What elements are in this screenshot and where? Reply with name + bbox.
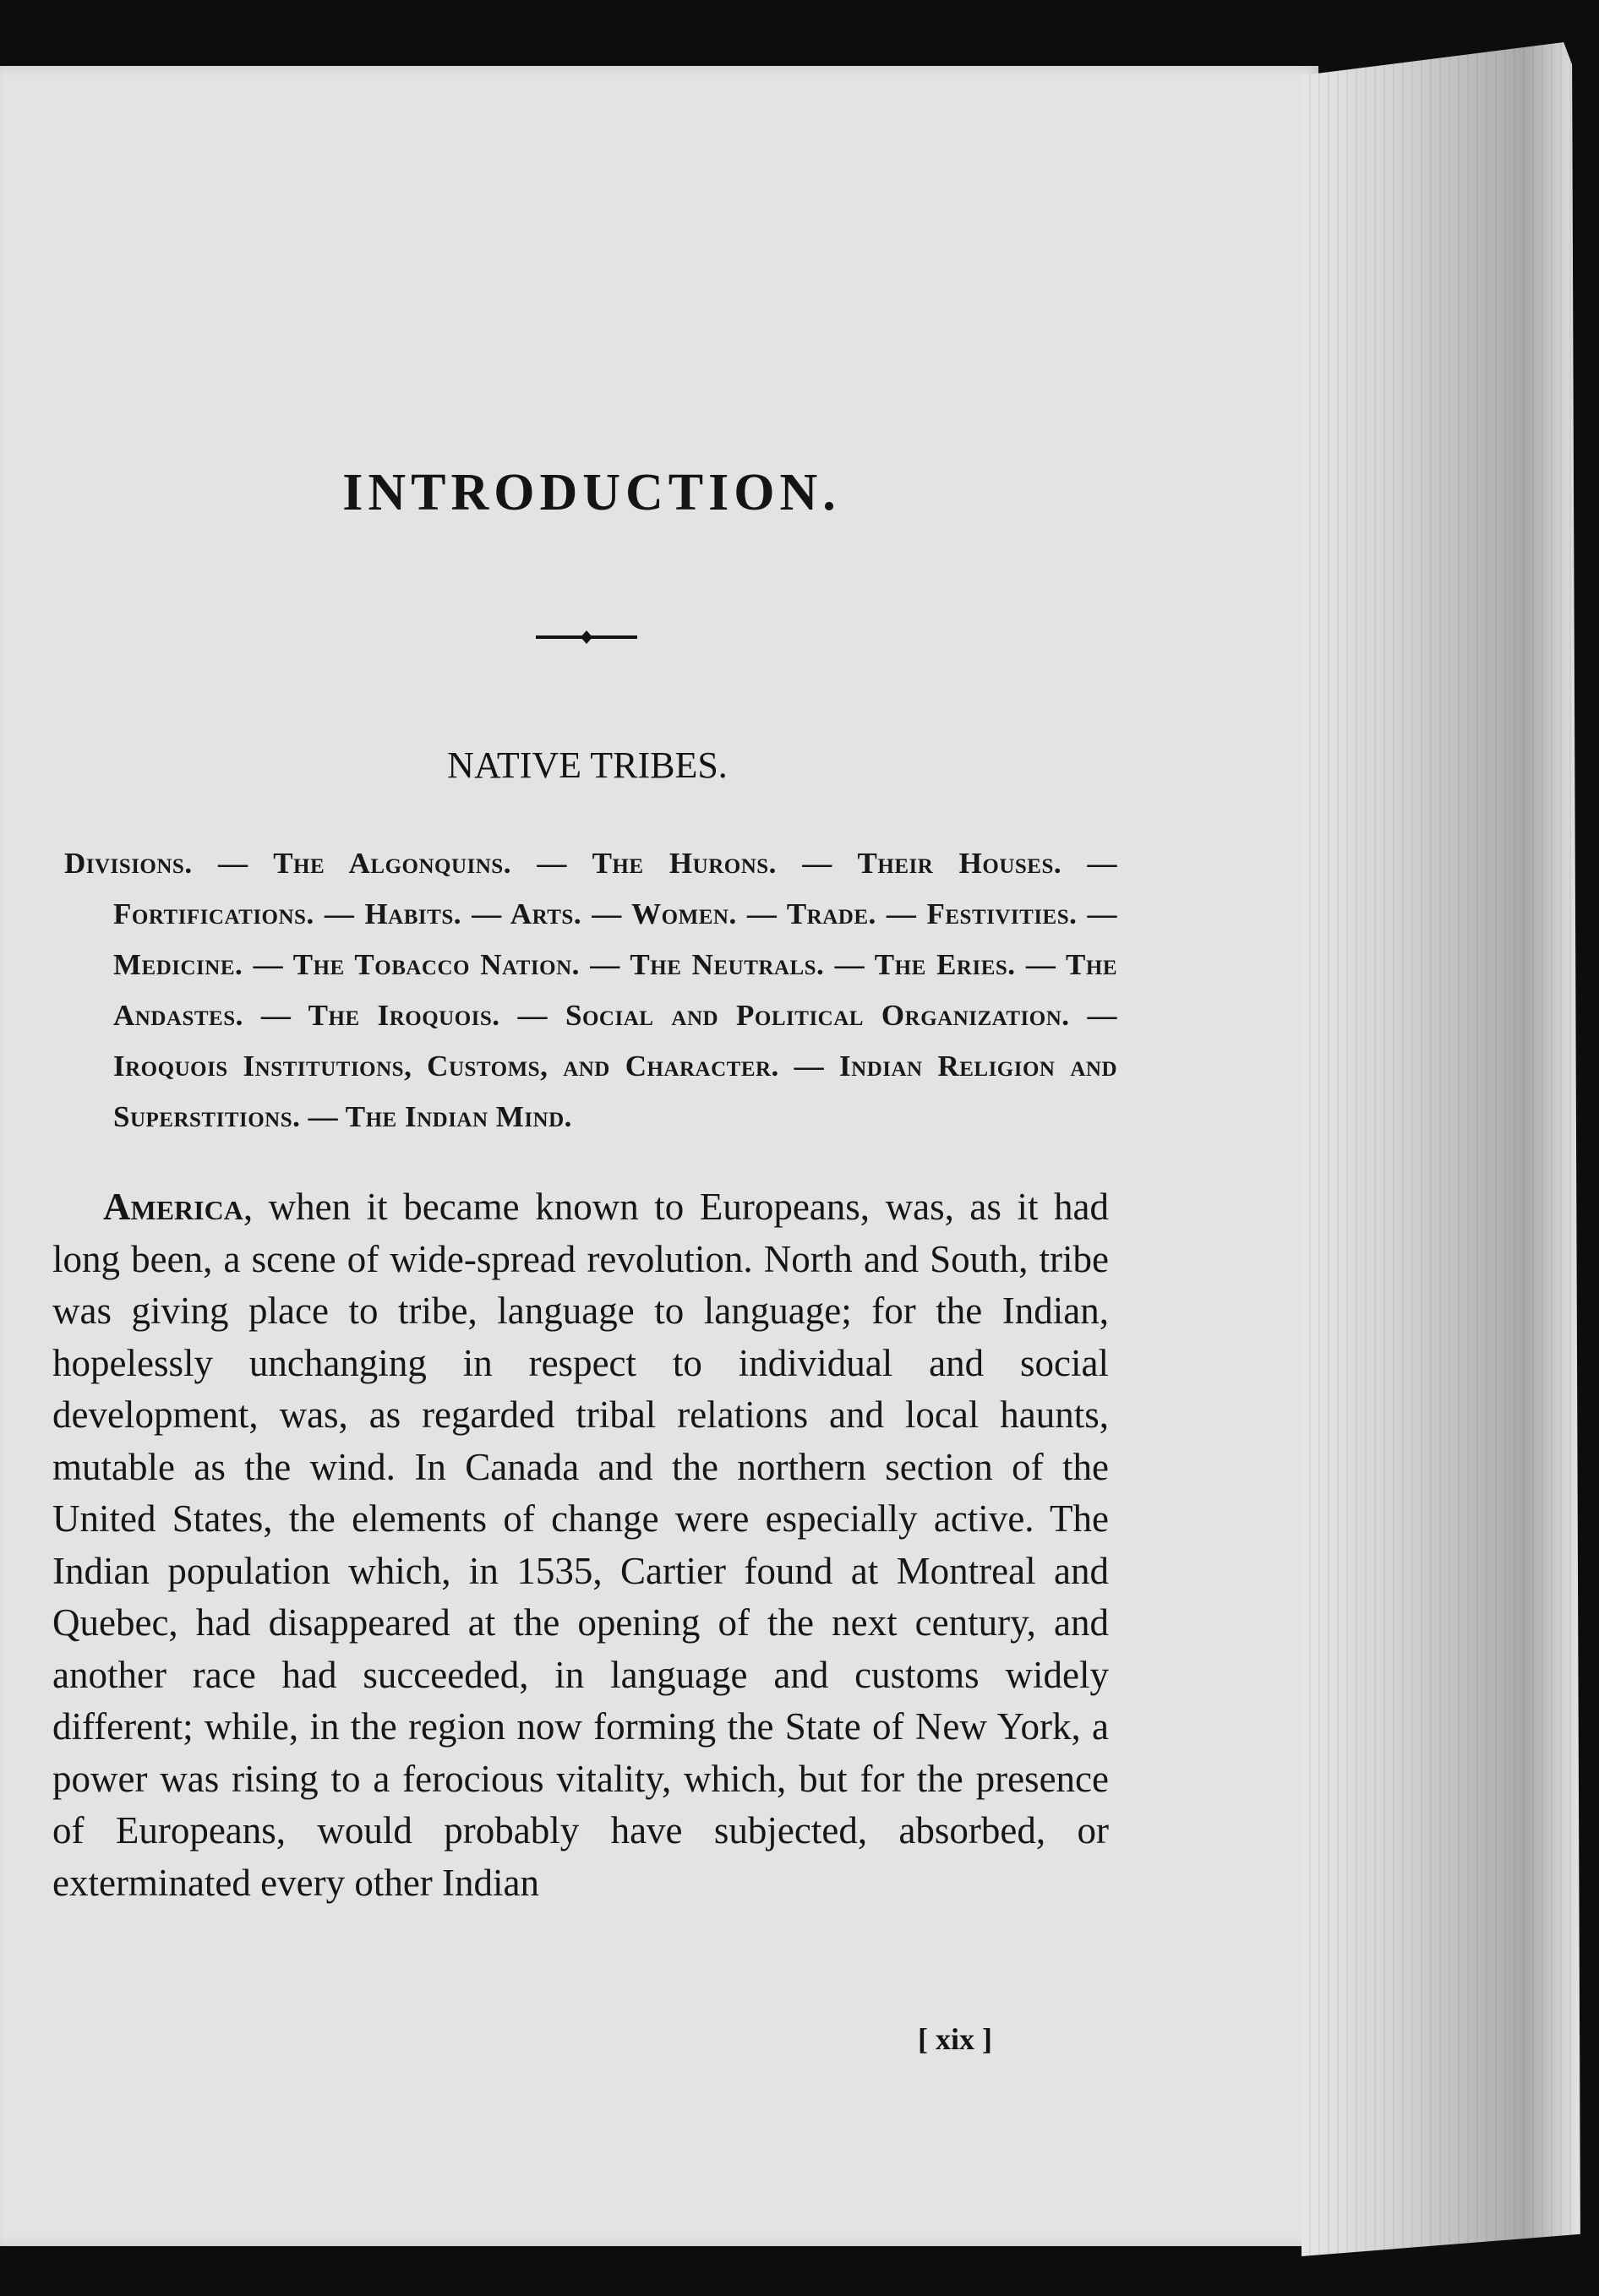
dash-diamond-ornament-icon [536,629,637,646]
chapter-summary: Divisions. — The Algonquins. — The Hurons. — Their Houses. — Fortifications. — Habits. — Arts. — Women. — Trade. — Festivities. — Medicine. — The Tobacco Nation. — The Neutrals. — The Eries. — The Andastes. — The Iroquois. — Social and Political Organization. — Iroquois Institutions, Customs, and Character. — Indian Religion and Superstitions. — The Indian Mind. [64,847,1117,1133]
page-edge-lines [1302,42,1580,2256]
paragraph-text: , when it became known to Europeans, was, as it had long been, a scene of wide-spread revolution. North and South, tribe was giving place to tribe, language to language; for the Indian, hopelessly unchanging in respect to individual and social development, was, as regarded tribal relations and local haunts, mutable as the wind. In Canada and the northern section of the United States, the elements of change were especially active. The Indian population which, in 1535, Cartier found at Montreal and Quebec, had disappeared at the opening of the next century, and another race had succeeded, in language and customs widely different; while, in the region now forming the State of New York, a power was rising to a ferocious vitality, which, but for the presence of Europeans, would probably have subjected, absorbed, or exterminated every other Indian [52,1186,1109,1904]
section-title: NATIVE TRIBES. [447,744,728,786]
book-page [0,66,1318,2246]
page-title: INTRODUCTION. [342,464,841,521]
page-number: [ xix ] [918,2022,992,2056]
lead-word: America [103,1186,243,1228]
body-paragraph [52,1181,1109,1909]
